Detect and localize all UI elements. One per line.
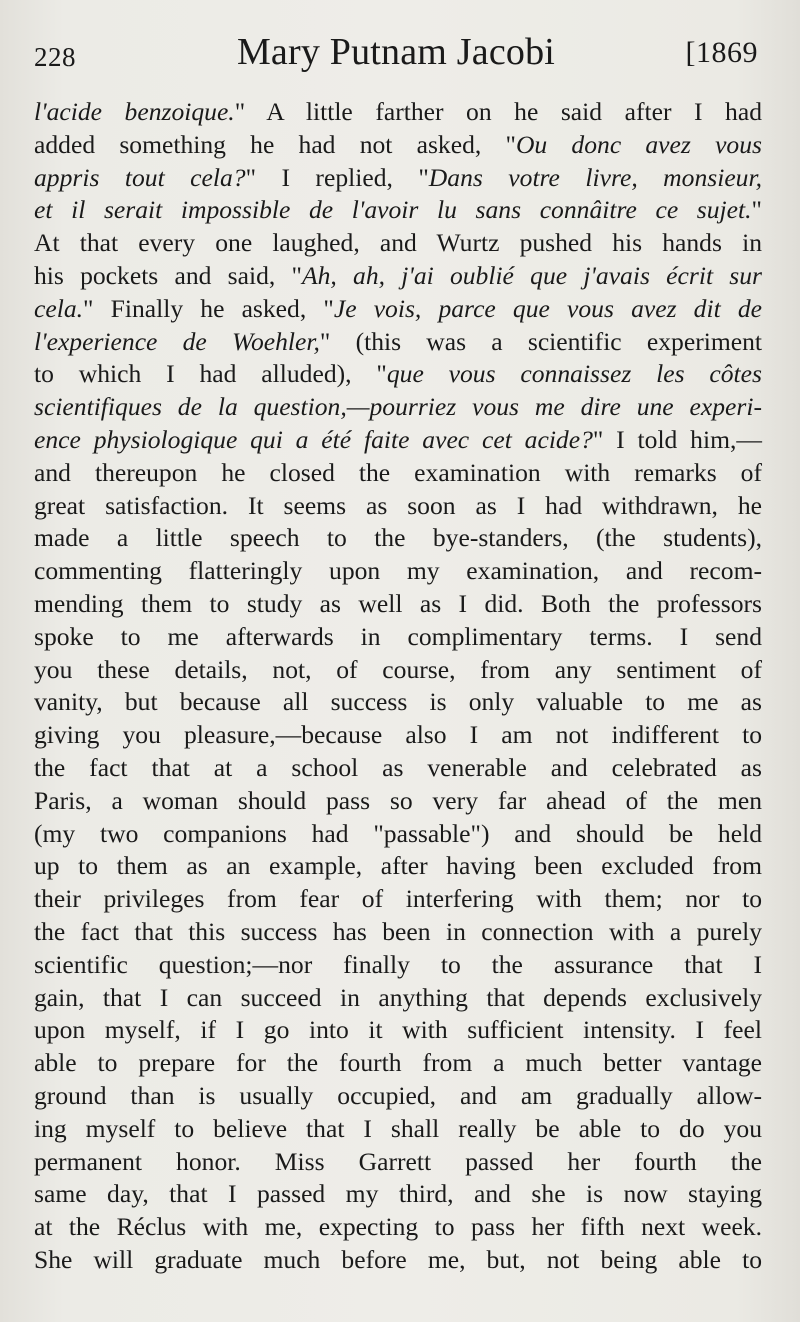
italic-text: ence physiologique qui a été faite avec cet acide? xyxy=(34,424,593,454)
text-run: scientific question;—nor finally to the assurance that I xyxy=(34,949,762,979)
text-run: up to them as an example, after having been excluded from xyxy=(34,851,762,881)
text-run: " I told him,— xyxy=(592,424,762,454)
text-line xyxy=(34,850,762,883)
text-line xyxy=(34,227,762,260)
header-year: [1869 xyxy=(685,36,758,69)
text-line xyxy=(34,293,762,326)
text-line xyxy=(34,555,762,588)
text-line xyxy=(34,96,762,129)
text-run: commenting flatteringly upon my examination, and recom- xyxy=(34,556,762,586)
text-run: Paris, a woman should pass so very far ahead of the men xyxy=(34,785,762,815)
text-run: (my two companions had "passable") and should be held xyxy=(34,818,762,848)
text-run: " xyxy=(751,195,762,225)
text-run: his pockets and said, " xyxy=(34,260,302,290)
text-line xyxy=(34,129,762,162)
text-line xyxy=(34,1244,762,1277)
text-run: ing myself to believe that I shall really be able to do you xyxy=(34,1113,762,1143)
text-run: vanity, but because all success is only valuable to me as xyxy=(34,687,762,717)
page-header xyxy=(34,30,758,80)
text-line xyxy=(34,588,762,621)
text-line xyxy=(34,424,762,457)
text-run: their privileges from fear of interfering with them; nor to xyxy=(34,884,762,914)
text-line xyxy=(34,1146,762,1179)
text-run: at the Réclus with me, expecting to pass her fifth next week. xyxy=(34,1212,762,1242)
text-line xyxy=(34,1080,762,1113)
text-run: to which I had alluded), " xyxy=(34,359,387,389)
text-run: giving you pleasure,—because also I am not indifferent to xyxy=(34,720,762,750)
text-line xyxy=(34,1178,762,1211)
text-run: " (this was a scientific experiment xyxy=(319,326,762,356)
text-line xyxy=(34,1047,762,1080)
text-run: you these details, not, of course, from any sentiment of xyxy=(34,654,762,684)
text-line xyxy=(34,326,762,359)
text-line xyxy=(34,391,762,424)
text-line xyxy=(34,490,762,523)
text-line xyxy=(34,358,762,391)
text-run: At that every one laughed, and Wurtz pushed his hands in xyxy=(34,228,762,258)
italic-text: scientifiques de la question,—pourriez vous me dire une experi- xyxy=(34,392,762,422)
text-run: the fact that at a school as venerable and celebrated as xyxy=(34,752,762,782)
text-line xyxy=(34,686,762,719)
text-run: made a little speech to the bye-standers, (the students), xyxy=(34,523,762,553)
italic-text: appris tout cela? xyxy=(34,162,246,192)
text-line xyxy=(34,785,762,818)
italic-text: Dans votre livre, monsieur, xyxy=(428,162,762,192)
text-run: same day, that I passed my third, and she is now staying xyxy=(34,1179,762,1209)
text-run: gain, that I can succeed in anything that depends exclusively xyxy=(34,982,762,1012)
text-line xyxy=(34,1014,762,1047)
text-run: " Finally he asked, " xyxy=(83,293,334,323)
body-text xyxy=(34,96,762,1277)
italic-text: que vous connaissez les côtes xyxy=(386,359,762,389)
text-line xyxy=(34,719,762,752)
text-run: and thereupon he closed the examination with remarks of xyxy=(34,457,762,487)
text-run: She will graduate much before me, but, not being able to xyxy=(34,1244,762,1274)
italic-text: et il serait impossible de l'avoir lu sans connâitre ce sujet. xyxy=(34,195,752,225)
text-run: great satisfaction. It seems as soon as I had withdrawn, he xyxy=(34,490,762,520)
text-run: permanent honor. Miss Garrett passed her fourth the xyxy=(34,1146,762,1176)
text-line xyxy=(34,949,762,982)
text-run: upon myself, if I go into it with sufficient intensity. I feel xyxy=(34,1015,762,1045)
text-line xyxy=(34,522,762,555)
page-number: 228 xyxy=(34,42,76,72)
text-line xyxy=(34,752,762,785)
text-run: the fact that this success has been in connection with a purely xyxy=(34,916,762,946)
text-run: mending them to study as well as I did. Both the professors xyxy=(34,588,762,618)
text-run: " I replied, " xyxy=(245,162,429,192)
text-run: spoke to me afterwards in complimentary terms. I send xyxy=(34,621,762,651)
text-line xyxy=(34,621,762,654)
text-line xyxy=(34,1113,762,1146)
italic-text: Je vois, parce que vous avez dit de xyxy=(333,293,763,323)
italic-text: Ou donc avez vous xyxy=(515,129,762,159)
text-run: ground than is usually occupied, and am gradually allow- xyxy=(34,1080,762,1110)
text-line xyxy=(34,883,762,916)
text-line xyxy=(34,457,762,490)
text-line xyxy=(34,1211,762,1244)
text-line xyxy=(34,916,762,949)
text-line xyxy=(34,982,762,1015)
text-run: " A little farther on he said after I had xyxy=(234,97,762,126)
text-run: added something he had not asked, " xyxy=(34,129,516,159)
text-line xyxy=(34,260,762,293)
text-line xyxy=(34,194,762,227)
italic-text: Ah, ah, j'ai oublié que j'avais écrit sur xyxy=(301,260,762,290)
running-title: Mary Putnam Jacobi xyxy=(236,31,556,73)
text-line xyxy=(34,654,762,687)
italic-text: l'acide benzoique. xyxy=(34,97,235,126)
text-line xyxy=(34,162,762,195)
italic-text: l'experience de Woehler, xyxy=(34,326,320,356)
italic-text: cela. xyxy=(34,293,84,323)
text-line xyxy=(34,818,762,851)
text-run: able to prepare for the fourth from a much better vantage xyxy=(34,1048,762,1078)
